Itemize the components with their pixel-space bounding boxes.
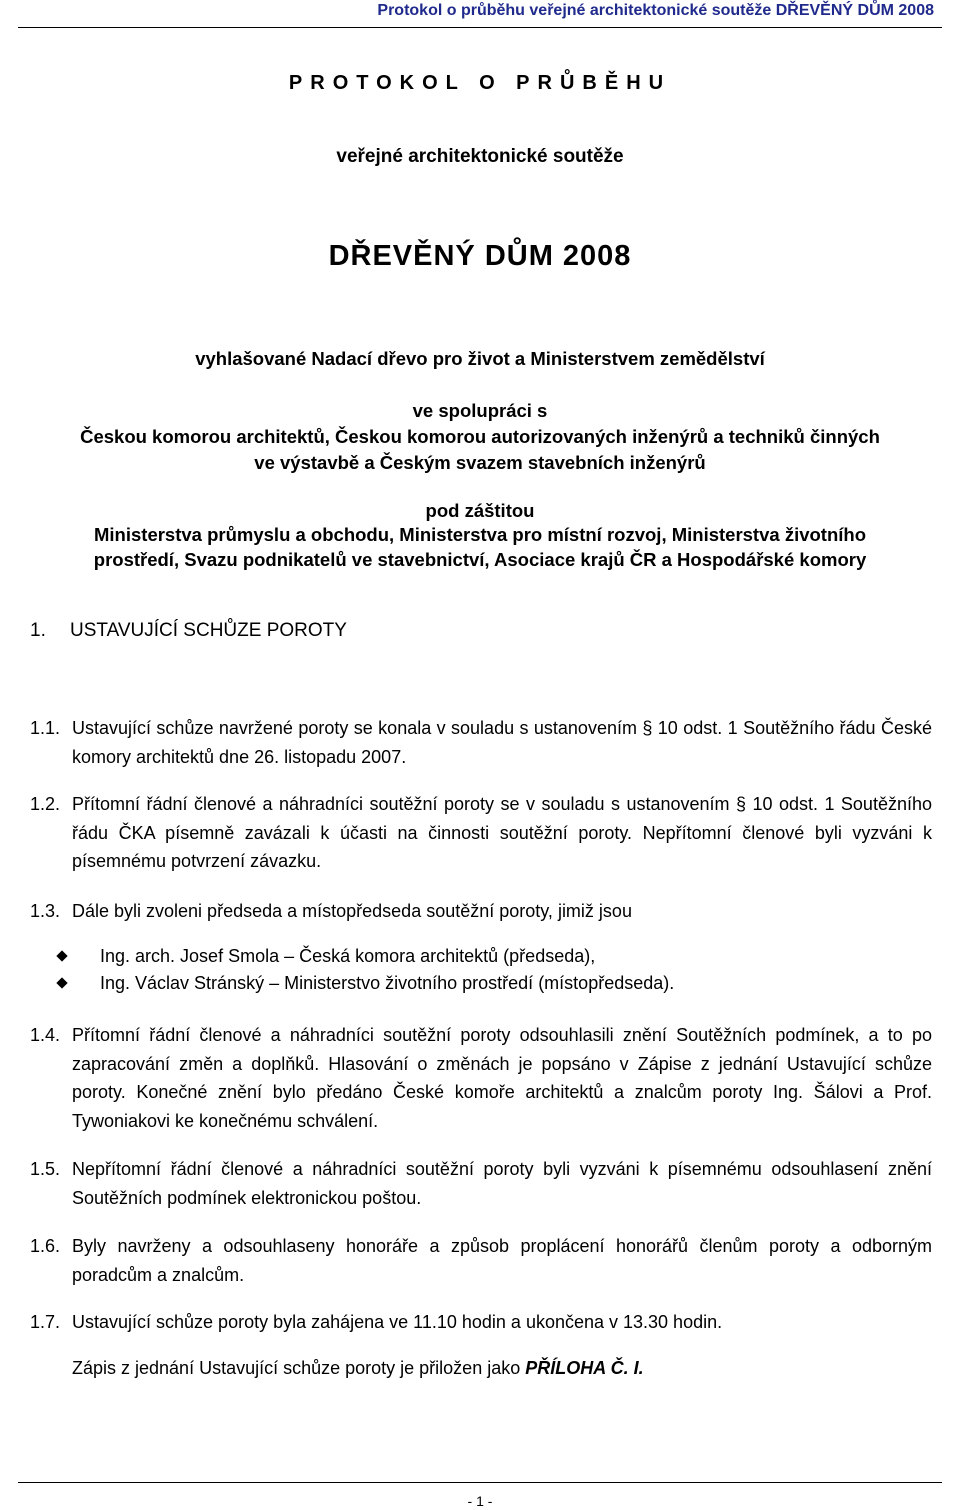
running-header-title: Protokol o průběhu veřejné architektonické soutěže DŘEVĚNÝ DŮM 2008 — [377, 2, 934, 19]
officer-text: Ing. arch. Josef Smola – Česká komora architektů (předseda), — [100, 946, 596, 966]
paragraph-number: 1.2. — [30, 794, 61, 814]
document-title: PROTOKOL O PRŮBĚHU — [288, 72, 672, 94]
section-title: USTAVUJÍCÍ SCHŮZE POROTY — [70, 620, 347, 641]
paragraph-text: Dále byli zvoleni předseda a místopředseda soutěžní poroty, jimiž jsou — [72, 901, 632, 921]
page-number: - 1 - — [467, 1493, 493, 1509]
patronage-line-1: Ministerstva průmyslu a obchodu, Ministerstva pro místní rozvoj, Ministerstva životního — [94, 524, 866, 545]
header-divider — [18, 27, 942, 28]
paragraph-number: 1.4. — [30, 1025, 61, 1045]
paragraph-text: Ustavující schůze navržené poroty se konala v souladu s ustanovením § 10 odst. 1 Soutěžního řádu České komory architektů dne 26. listopadu 2007. — [72, 718, 932, 767]
diamond-bullet-icon — [56, 950, 67, 961]
officer-chair — [58, 946, 595, 967]
paragraph-1-7 — [30, 1308, 932, 1337]
paragraph-text: Byly navrženy a odsouhlaseny honoráře a způsob proplácení honorářů členům poroty a odborným poradcům a znalcům. — [72, 1236, 932, 1285]
patronage-line-2: prostředí, Svazu podnikatelů ve stavebnictví, Asociace krajů ČR a Hospodářské komory — [93, 549, 867, 570]
paragraph-1-6 — [30, 1232, 932, 1289]
paragraph-number: 1.5. — [30, 1159, 61, 1179]
announced-by: vyhlašované Nadací dřevo pro život a Ministerstvem zemědělství — [195, 348, 765, 369]
section-number: 1. — [30, 620, 46, 641]
cooperation-line-2: ve výstavbě a Českým svazem stavebních inženýrů — [254, 452, 706, 473]
attachment-note — [72, 1358, 644, 1379]
paragraph-1-3 — [30, 897, 932, 926]
document-subtitle: veřejné architektonické soutěže — [336, 146, 624, 167]
patronage-label: pod záštitou — [425, 500, 535, 521]
paragraph-text: Nepřítomní řádní členové a náhradníci soutěžní poroty byli vyzváni k písemnému odsouhlasení znění Soutěžních podmínek elektronickou poštou. — [72, 1159, 932, 1208]
paragraph-number: 1.3. — [30, 901, 61, 921]
attachment-reference: PŘÍLOHA Č. I. — [525, 1358, 644, 1378]
paragraph-text: Přítomní řádní členové a náhradníci soutěžní poroty se v souladu s ustanovením § 10 odst. 1 Soutěžního řádu ČKA písemně zavázali k účasti na činnosti soutěžní poroty. Nepřítomní členové byli vyzváni k písemnému potvrzení závazku. — [72, 794, 932, 871]
paragraph-number: 1.6. — [30, 1236, 61, 1256]
paragraph-1-5 — [30, 1155, 932, 1212]
paragraph-text: Přítomní řádní členové a náhradníci soutěžní poroty odsouhlasili znění Soutěžních podmínek, a to po zapracování změn a doplňků. Hlasování o změnách je popsáno v Zápise z jednání Ustavující schůze poroty. Konečné znění bylo předáno České komoře architektů a znalcům poroty Ing. Šálovi a Prof. Tywoniakovi ke konečnému schválení. — [72, 1025, 932, 1131]
paragraph-number: 1.7. — [30, 1312, 61, 1332]
paragraph-1-2 — [30, 790, 932, 876]
paragraph-1-4 — [30, 1021, 932, 1135]
footer-divider — [18, 1482, 942, 1483]
cooperation-line-1: Českou komorou architektů, Českou komorou autorizovaných inženýrů a techniků činných — [80, 426, 880, 447]
attachment-note-text: Zápis z jednání Ustavující schůze poroty je přiložen jako — [72, 1358, 521, 1378]
diamond-bullet-icon — [56, 977, 67, 988]
officer-vice-chair — [58, 973, 674, 994]
paragraph-text: Ustavující schůze poroty byla zahájena ve 11.10 hodin a ukončena v 13.30 hodin. — [72, 1312, 723, 1332]
section-heading — [30, 620, 347, 642]
paragraph-1-1 — [30, 714, 932, 771]
paragraph-number: 1.1. — [30, 718, 61, 738]
competition-name: DŘEVĚNÝ DŮM 2008 — [328, 240, 632, 272]
officer-text: Ing. Václav Stránský – Ministerstvo životního prostředí (místopředseda). — [100, 973, 675, 993]
cooperation-label: ve spolupráci s — [412, 400, 548, 421]
